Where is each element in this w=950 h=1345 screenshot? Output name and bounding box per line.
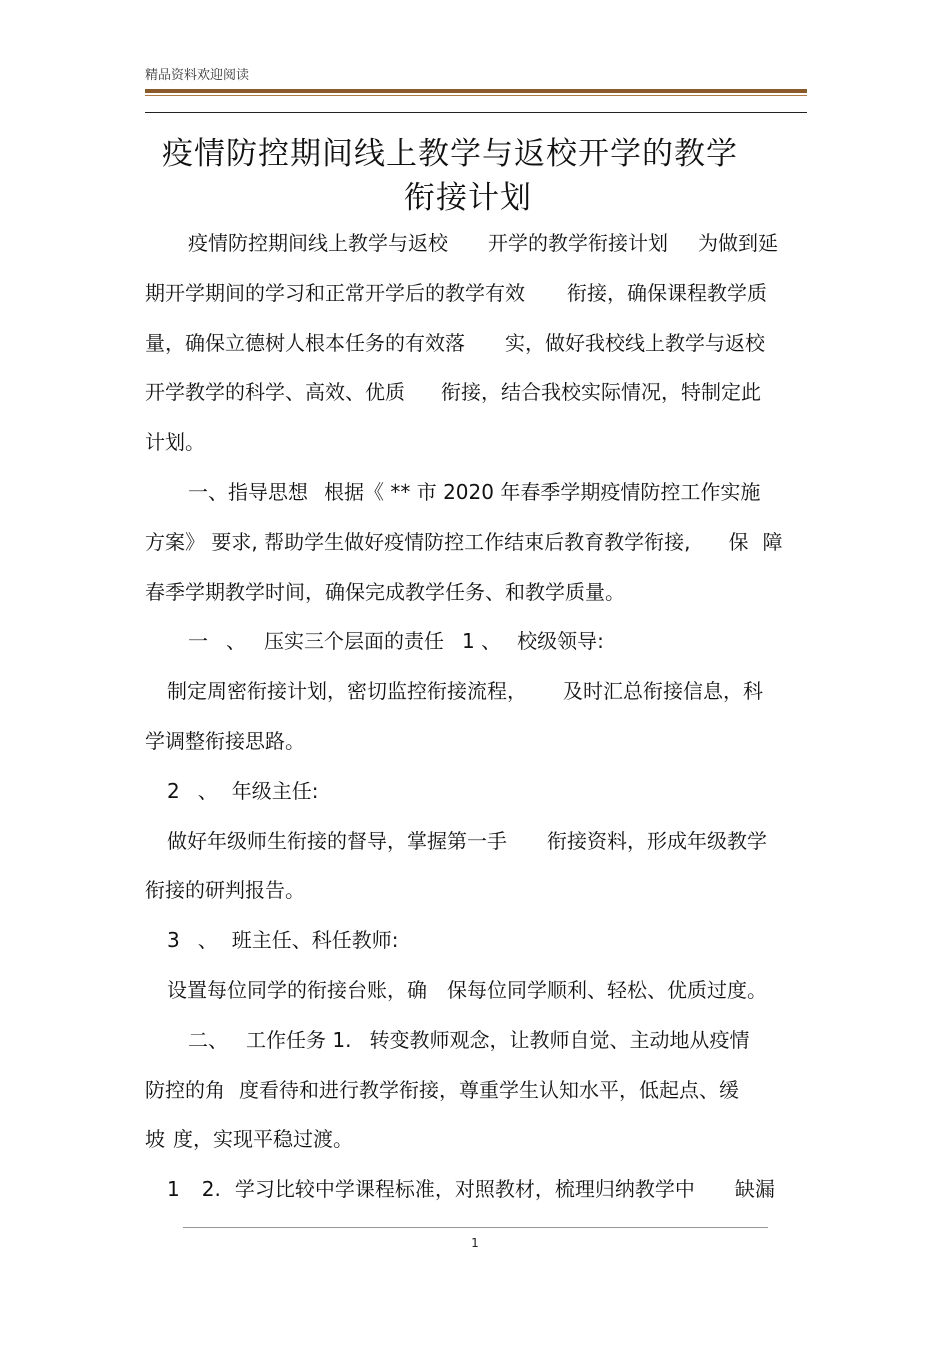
body-line bbox=[167, 776, 318, 806]
body-line bbox=[145, 527, 782, 557]
segment: 衔接，结合我校实际情况，特制定此 bbox=[441, 380, 761, 404]
page-number: 1 bbox=[471, 1236, 479, 1250]
body-line bbox=[167, 975, 767, 1005]
segment: 工作任务 1. bbox=[246, 1028, 352, 1052]
body-line bbox=[145, 427, 205, 457]
segment: 3 bbox=[167, 928, 180, 952]
segment: 一 bbox=[188, 629, 208, 653]
segment: 衔接，确保课程教学质 bbox=[567, 281, 767, 305]
segment: 保每位同学顺利、轻松、优质过度。 bbox=[447, 978, 767, 1002]
segment: 为做到延 bbox=[698, 231, 778, 255]
body-line bbox=[188, 477, 760, 507]
segment: 、 bbox=[197, 928, 218, 952]
segment: 二、 bbox=[188, 1028, 228, 1052]
segment: 做好年级师生衔接的督导，掌握第一手 bbox=[167, 829, 507, 853]
segment: 度看待和进行教学衔接，尊重学生认知水平，低起点、缓 bbox=[239, 1078, 739, 1102]
segment: 制定周密衔接计划，密切监控衔接流程， bbox=[167, 679, 527, 703]
segment: 转变教师观念，让教师自觉、主动地从疫情 bbox=[369, 1028, 750, 1052]
segment: 开学教学的科学、高效、优质 bbox=[145, 380, 405, 404]
segment: 、 bbox=[226, 629, 246, 653]
document-title-line-2: 衔接计划 bbox=[404, 180, 532, 216]
body-line bbox=[188, 1025, 749, 1055]
body-line bbox=[145, 328, 765, 358]
segment: 防控的角 bbox=[145, 1078, 225, 1102]
body-line bbox=[145, 1124, 353, 1154]
body-line bbox=[167, 676, 763, 706]
segment: 2 bbox=[167, 779, 180, 803]
segment: 开学的教学衔接计划 bbox=[488, 231, 668, 255]
segment: 缺漏 bbox=[734, 1177, 775, 1201]
body-line bbox=[167, 925, 398, 955]
segment: 根据《 ** 市 2020 年春季学期疫情防控工作实施 bbox=[324, 480, 761, 504]
body-line bbox=[188, 626, 604, 656]
segment: 保 bbox=[728, 530, 749, 554]
segment: 衔接资料，形成年级教学 bbox=[547, 829, 767, 853]
segment: 坡 bbox=[145, 1127, 165, 1151]
segment: 、 bbox=[197, 779, 218, 803]
body-line bbox=[145, 1075, 739, 1105]
segment: 衔接的研判报告。 bbox=[145, 878, 305, 902]
segment: 量，确保立德树人根本任务的有效落 bbox=[145, 331, 465, 355]
segment: 年级主任: bbox=[231, 779, 319, 803]
segment: 设置每位同学的衔接台账，确 bbox=[167, 978, 427, 1002]
segment: 及时汇总衔接信息，科 bbox=[563, 679, 763, 703]
body-line bbox=[145, 377, 761, 407]
body-line bbox=[167, 826, 767, 856]
body-line bbox=[145, 875, 305, 905]
segment: 校级领导: bbox=[517, 629, 604, 653]
header-rule-thick bbox=[145, 89, 807, 93]
segment: 学调整衔接思路。 bbox=[145, 729, 305, 753]
segment: 学习比较中学课程标准，对照教材，梳理归纳教学中 bbox=[234, 1177, 695, 1201]
segment: 班主任、科任教师: bbox=[231, 928, 399, 952]
segment: 春季学期教学时间，确保完成教学任务、和教学质量。 bbox=[145, 580, 625, 604]
segment: 一、指导思想 bbox=[188, 480, 308, 504]
segment: 1 bbox=[167, 1177, 180, 1201]
body-line bbox=[188, 228, 778, 258]
segment: 2. bbox=[201, 1177, 221, 1201]
body-line bbox=[145, 278, 767, 308]
segment: 方案》 要求, 帮助学生做好疫情防控工作结束后教育教学衔接, bbox=[145, 530, 691, 554]
document-title-line-1: 疫情防控期间线上教学与返校开学的教学 bbox=[162, 136, 738, 172]
body-line bbox=[167, 1174, 775, 1204]
footer-rule bbox=[183, 1227, 768, 1228]
segment: 疫情防控期间线上教学与返校 bbox=[188, 231, 448, 255]
page-header-text: 精品资料欢迎阅读 bbox=[145, 68, 250, 83]
segment: 计划。 bbox=[145, 430, 205, 454]
header-rule-bottom bbox=[145, 112, 807, 113]
segment: 障 bbox=[762, 530, 783, 554]
body-line bbox=[145, 726, 305, 756]
segment: 压实三个层面的责任 bbox=[264, 629, 444, 653]
header-rule-thin bbox=[145, 95, 807, 96]
body-line bbox=[145, 577, 625, 607]
segment: 度，实现平稳过渡。 bbox=[173, 1127, 353, 1151]
segment: 1 、 bbox=[462, 629, 502, 653]
segment: 实，做好我校线上教学与返校 bbox=[505, 331, 765, 355]
segment: 期开学期间的学习和正常开学后的教学有效 bbox=[145, 281, 525, 305]
